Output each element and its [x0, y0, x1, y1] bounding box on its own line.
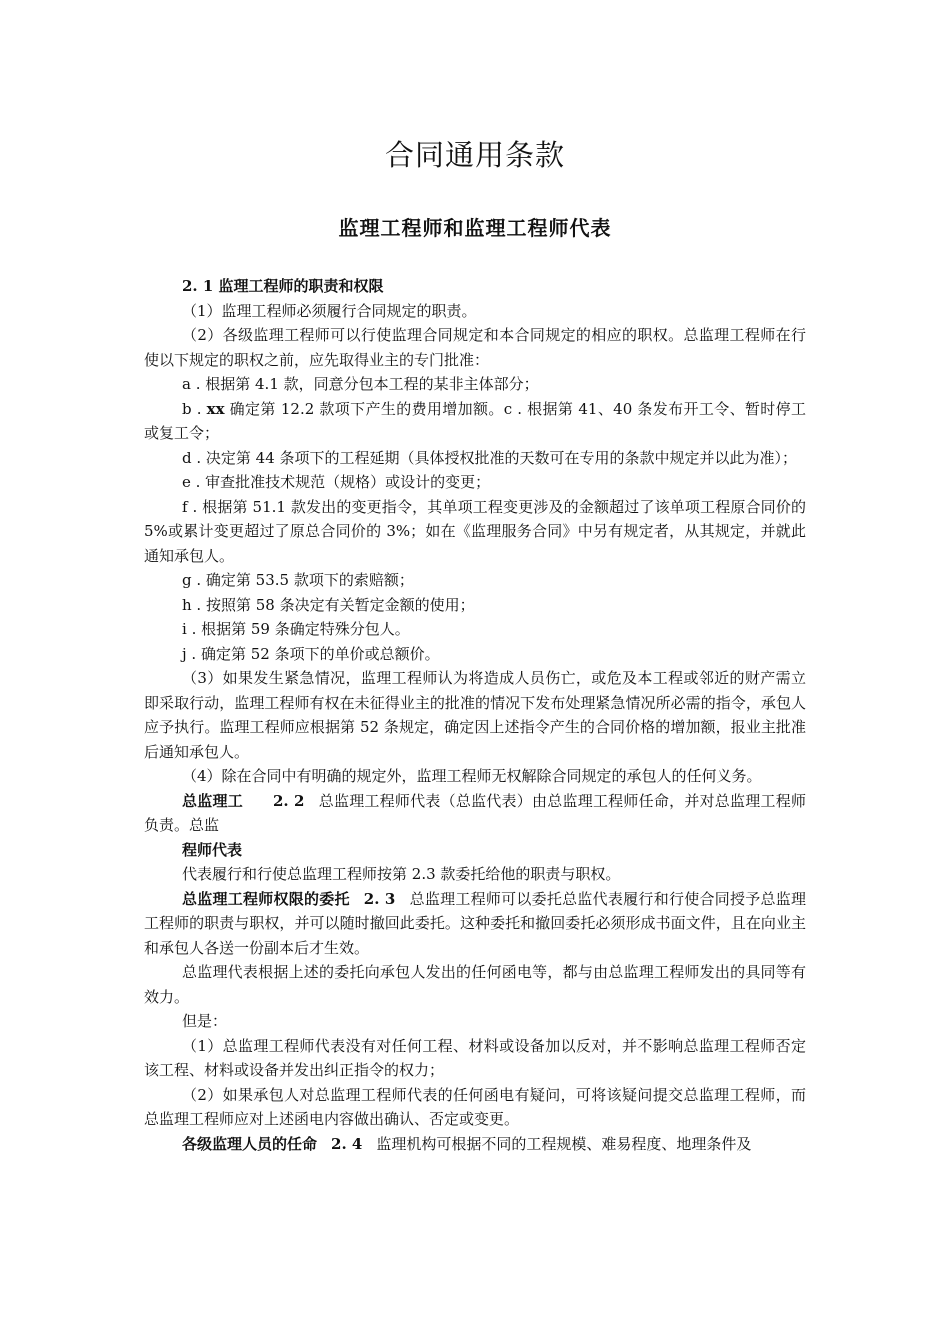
list-item: a . 根据第 4.1 款，同意分包本工程的某非主体部分； — [182, 375, 539, 393]
list-item-prefix: b . — [182, 399, 207, 418]
paragraph: 代表履行和行使总监理工程师按第 2.3 款委托给他的职责与职权。 — [182, 865, 621, 883]
clause-text: 总监理工程师代表（总监代表）由总监理工程师任命，并对总监理工程师负责。总监 — [144, 791, 806, 834]
clause-2-2 — [144, 789, 806, 838]
paragraph: （3）如果发生紧急情况，监理工程师认为将造成人员伤亡，或危及本工程或邻近的财产需立即采取行动，监理工程师有权在未征得业主的批准的情况下发布处理紧急情况所必需的指令，承包人应予执行。监理工程师应根据第 52 条规定，确定因上述指令产生的合同价格的增加额，报业主批准后通知承包人。 — [144, 669, 806, 761]
list-item: d . 决定第 44 条项下的工程延期（具体授权批准的天数可在专用的条款中规定并以此为准）； — [182, 448, 798, 467]
paragraph: 总监理代表根据上述的委托向承包人发出的任何函电等，都与由总监理工程师发出的具同等有效力。 — [144, 963, 806, 1006]
clause-number: 2. 3 — [363, 889, 396, 908]
document-title: 合同通用条款 — [384, 138, 565, 172]
clause-number: 2. 4 — [331, 1134, 363, 1153]
list-item: j . 确定第 52 条项下的单价或总额价。 — [182, 644, 440, 663]
paragraph: （1）总监理工程师代表没有对任何工程、材料或设备加以反对，并不影响总监理工程师否定该工程、材料或设备并发出纠正指令的权力； — [144, 1036, 806, 1079]
paragraph: （4）除在合同中有明确的规定外，监理工程师无权解除合同规定的承包人的任何义务。 — [182, 767, 762, 785]
paragraph: （1）监理工程师必须履行合同规定的职责。 — [182, 301, 477, 320]
list-item: f . 根据第 51.1 款发出的变更指令，其单项工程变更涉及的金额超过了该单项工程原合同价的 5%或累计变更超过了原总合同价的 3%；如在《监理服务合同》中另有规定者，从其规定，并就此通知承包人。 — [144, 497, 806, 565]
list-item: e . 审查批准技术规范（规格）或设计的变更； — [182, 473, 491, 491]
clause-heading-2-1: 2. 1 监理工程师的职责和权限 — [182, 277, 384, 295]
clause-text: 监理机构可根据不同的工程规模、难易程度、地理条件及 — [376, 1134, 752, 1153]
clause-label: 总监理工 — [182, 791, 243, 810]
clause-2-4 — [144, 1132, 806, 1157]
list-item — [144, 397, 806, 446]
paragraph: （2）如果承包人对总监理工程师代表的任何函电有疑问，可将该疑问提交总监理工程师，而总监理工程师应对上述函电内容做出确认、否定或变更。 — [144, 1085, 806, 1128]
clause-text: 总监理工程师可以委托总监代表履行和行使合同授予总监理工程师的职责与职权，并可以随时撤回此委托。这种委托和撤回委托必须形成书面文件，且在向业主和承包人各送一份副本后才生效。 — [144, 889, 806, 957]
clause-2-3 — [144, 887, 806, 961]
clause-label-continued: 程师代表 — [182, 840, 243, 859]
list-item-bold: xx — [206, 399, 225, 418]
document-body — [144, 274, 806, 1156]
list-item: h . 按照第 58 条决定有关暂定金额的使用； — [182, 595, 475, 614]
list-item: i . 根据第 59 条确定特殊分包人。 — [182, 620, 410, 638]
clause-label: 各级监理人员的任命 — [182, 1134, 318, 1153]
list-item: g . 确定第 53.5 款项下的索赔额； — [182, 571, 414, 589]
clause-label: 总监理工程师权限的委托 — [182, 889, 350, 908]
paragraph: 但是： — [182, 1012, 228, 1030]
clause-number: 2. 2 — [272, 791, 305, 810]
section-title: 监理工程师和监理工程师代表 — [338, 216, 612, 240]
list-item-text: 确定第 12.2 款项下产生的费用增加额。c . 根据第 41、40 条发布开工令、暂时停工或复工令； — [144, 399, 807, 442]
paragraph: （2）各级监理工程师可以行使监理合同规定和本合同规定的相应的职权。总监理工程师在行使以下规定的职权之前，应先取得业主的专门批准： — [144, 326, 806, 369]
